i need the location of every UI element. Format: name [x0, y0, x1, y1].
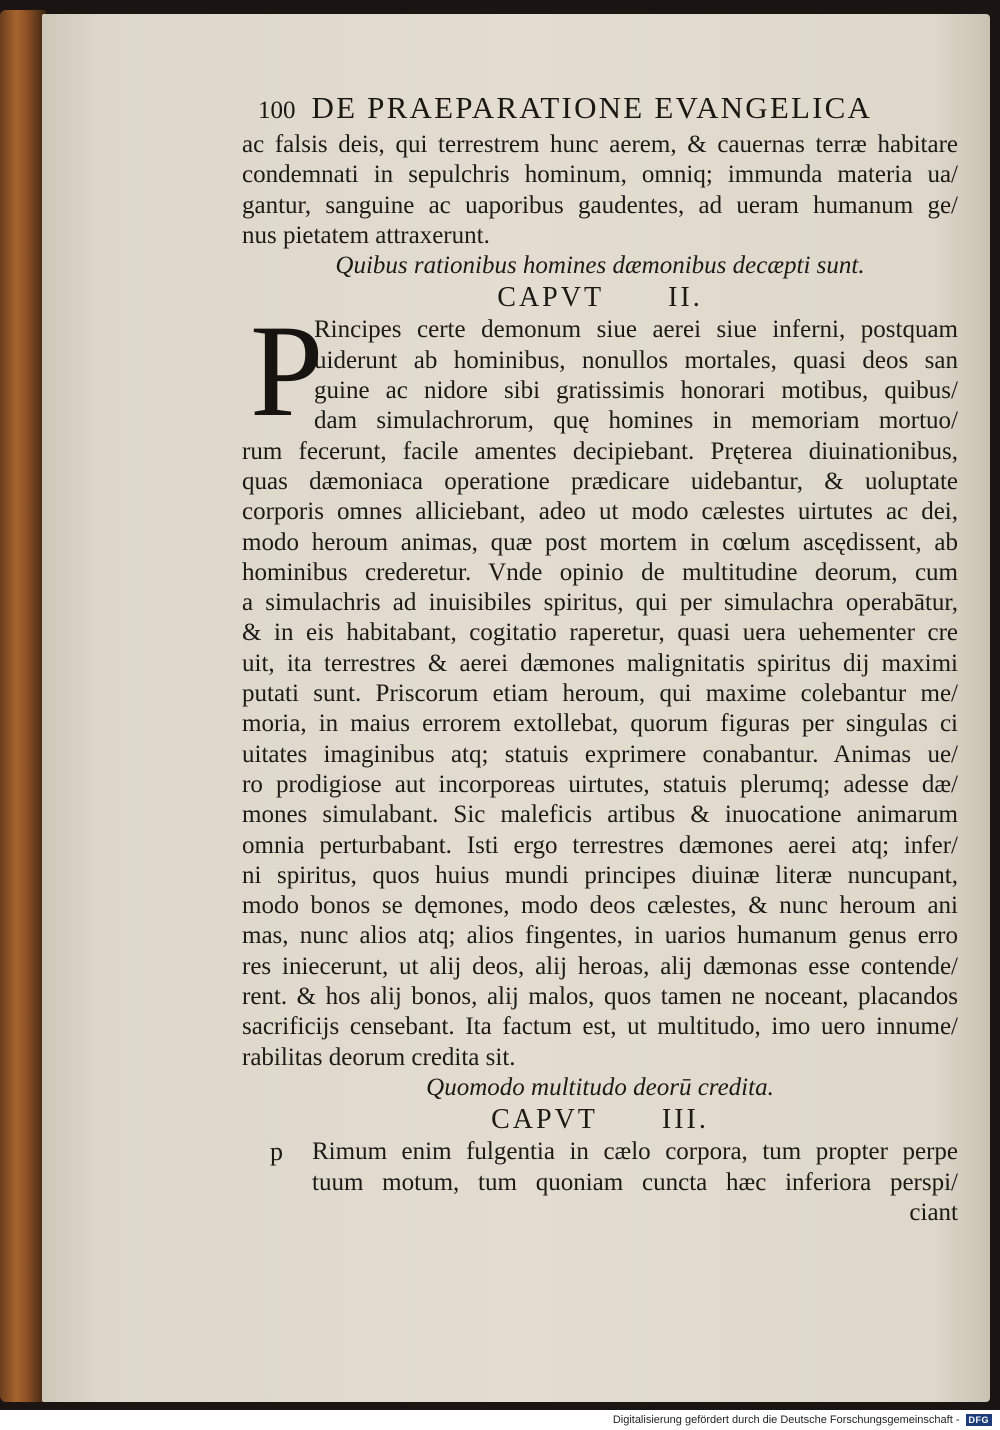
- catchword: ciant: [909, 1198, 958, 1226]
- text-line: uitates imaginibus atq; statuis exprimere conabantur. Animas ue/: [242, 740, 958, 768]
- digitization-footer: [0, 1410, 1000, 1430]
- text-line: ro prodigiose aut incorporeas uirtutes, statuis plerumq; adesse dæ/: [242, 770, 958, 798]
- text-line: tuum motum, tum quoniam cuncta hæc inferiora perspi/: [312, 1168, 958, 1196]
- text-line: & in eis habitabant, cogitatio raperetur, quasi uera uehementer cre: [242, 619, 958, 647]
- dfg-logo: DFG: [966, 1414, 993, 1426]
- chapter-heading: [242, 1103, 958, 1137]
- text-line: nus pietatem attraxerunt.: [242, 221, 490, 249]
- chapter-heading: [242, 281, 958, 315]
- drop-cap-initial: P: [250, 297, 324, 445]
- text-line: omnia perturbabant. Isti ergo terrestres dæmones aerei atq; infer/: [242, 831, 958, 859]
- text-line: modo heroum animas, quæ post mortem in cœlum ascędissent, ab: [242, 528, 958, 556]
- text-line: Rincipes certe demonum siue aerei siue inferni, postquam: [314, 316, 958, 344]
- text-line: moria, in maius errorem extollebat, quorum figuras per singulas ci: [242, 710, 958, 738]
- text-line: sacrificijs censebant. Ita factum est, ut multitudo, imo uero innume/: [242, 1013, 958, 1041]
- chapter-rubric: Quibus rationibus homines dæmonibus decæpti sunt.: [335, 252, 865, 280]
- text-line: rent. & hos alij bonos, alij malos, quos tamen ne noceant, placandos: [242, 983, 958, 1011]
- paragraph-1: [242, 130, 958, 251]
- book-page-edges: [0, 10, 46, 1402]
- text-line: uiderunt ab hominibus, nonullos mortales, quasi deos san: [314, 346, 958, 374]
- text-line: ni spiritus, quos huius mundi principes diuinæ literæ nuncupant,: [242, 861, 958, 889]
- text-line: dam simulachrorum, quę homines in memoriam mortuo/: [314, 407, 958, 435]
- text-line: modo bonos se dęmones, modo deos cælestes, & nunc heroum ani: [242, 892, 958, 920]
- text-line: rabilitas deorum credita sit.: [242, 1043, 516, 1071]
- footer-credit-text: Digitalisierung gefördert durch die Deutsche Forschungsgemeinschaft -: [612, 1414, 960, 1426]
- text-line: hominibus crederetur. Vnde opinio de multitudine deorum, cum: [242, 558, 958, 586]
- text-line: corporis omnes alliciebant, adeo ut modo cælestes uirtutes ac dei,: [242, 498, 958, 526]
- text-line: mones simulabant. Sic maleficis artibus & inuocatione animarum: [242, 801, 958, 829]
- text-line: putati sunt. Priscorum etiam heroum, qui maxime colebantur me/: [242, 680, 958, 708]
- text-line: Rimum enim fulgentia in cælo corpora, tum propter perpe: [312, 1138, 958, 1166]
- chapter-heading-word: CAPVT: [497, 282, 605, 314]
- text-line: quas dæmoniaca operatione prædicare uidebantur, & uoluptate: [242, 467, 958, 495]
- text-line: guine ac nidore sibi gratissimis honorari motibus, quibus/: [314, 377, 958, 405]
- text-block: [242, 130, 958, 1228]
- initial-letter: p: [270, 1137, 283, 1167]
- text-line: gantur, sanguine ac uaporibus gaudentes, ad ueram humanum ge/: [242, 191, 958, 219]
- chapter-heading-number: III.: [661, 1104, 709, 1136]
- text-line: condemnati in sepulchris hominum, omniq; immunda materia ua/: [242, 161, 958, 189]
- page-header: [258, 90, 958, 130]
- text-line: rum fecerunt, facile amentes decipiebant. Pręterea diuinationibus,: [242, 437, 958, 465]
- paragraph-3: [242, 1137, 958, 1228]
- text-line: res iniecerunt, ut alij deos, alij heroas, alij dæmonas esse contende/: [242, 952, 958, 980]
- chapter-heading-number: II.: [668, 282, 703, 314]
- text-line: uit, ita terrestres & aerei dæmones malignitatis spiritus dij maximi: [242, 649, 958, 677]
- text-line: mas, nunc alios atq; alios fingentes, in uarios humanum genus erro: [242, 922, 958, 950]
- page-number: 100: [258, 97, 296, 124]
- text-line: a simulachris ad inuisibiles spiritus, qui per simulachra operabātur,: [242, 589, 958, 617]
- chapter-heading-word: CAPVT: [491, 1104, 598, 1136]
- text-line: ac falsis deis, qui terrestrem hunc aerem, & cauernas terræ habitare: [242, 131, 958, 158]
- running-title: DE PRAEPARATIONE EVANGELICA: [311, 90, 873, 125]
- chapter-rubric: Quomodo multitudo deorū credita.: [426, 1073, 774, 1101]
